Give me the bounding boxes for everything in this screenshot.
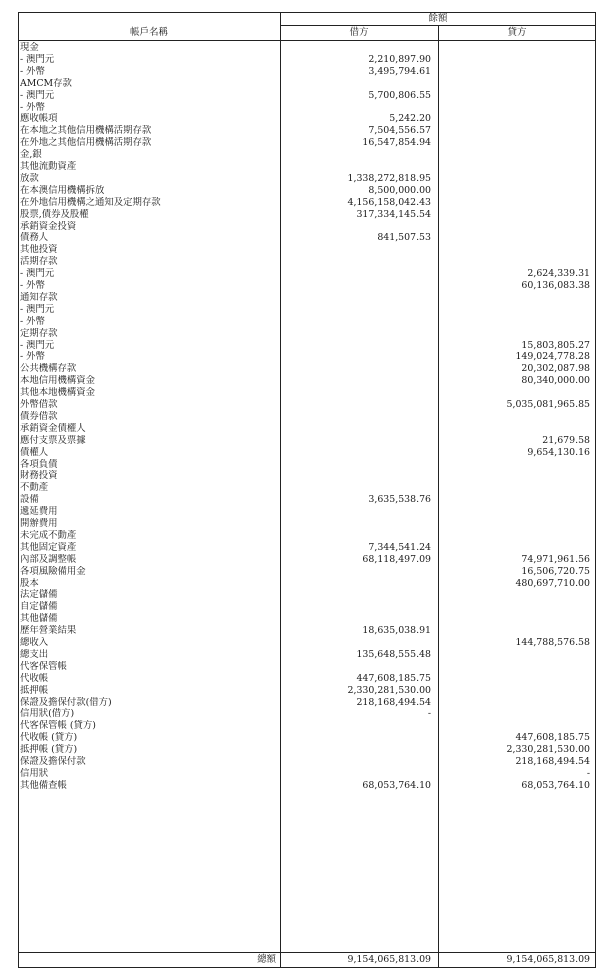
table-row (18, 292, 596, 304)
table-row (18, 149, 596, 161)
account-name-cell: 代收帳 (20, 672, 49, 684)
account-name-cell: 設備 (20, 494, 39, 506)
account-name-cell: - 澳門元 (20, 303, 55, 315)
account-name-cell: 在本澳信用機構拆放 (20, 184, 105, 196)
debit-cell: 1,338,272,818.95 (347, 172, 431, 184)
debit-cell: 2,210,897.90 (368, 53, 431, 65)
account-name-cell: 不動產 (20, 482, 49, 494)
account-name-cell: 活期存款 (20, 256, 58, 268)
account-name-cell: 各項風險備用金 (20, 565, 86, 577)
account-name-cell: 股本 (20, 577, 39, 589)
table-row (18, 256, 596, 268)
account-name-cell: 股票,債券及股權 (20, 208, 89, 220)
account-name-cell: 歷年營業結果 (20, 625, 77, 637)
credit-cell: 74,971,961.56 (521, 553, 590, 565)
table-bottom-border (18, 967, 596, 968)
account-name-cell: - 澳門元 (20, 89, 55, 101)
table-row (18, 173, 596, 185)
debit-cell: 2,330,281,530.00 (347, 684, 431, 696)
account-name-cell: 信用狀 (20, 767, 49, 779)
credit-cell: 60,136,083.38 (521, 280, 590, 291)
account-name-cell: 其他本地機構資金 (20, 387, 96, 399)
debit-cell: 7,344,541.24 (368, 541, 431, 553)
total-top-border (18, 952, 596, 953)
table-row (18, 649, 596, 661)
debit-cell: 218,168,494.54 (356, 696, 431, 708)
table-row (18, 589, 596, 601)
account-name-cell: 財務投資 (20, 470, 58, 482)
table-row (18, 316, 596, 328)
table-row (18, 280, 596, 292)
credit-cell: 5,035,081,965.85 (506, 399, 590, 410)
credit-cell: 2,330,281,530.00 (506, 744, 590, 756)
account-name-cell: 在外地信用機構之通知及定期存款 (20, 196, 161, 208)
account-name-cell: 本地信用機構資金 (20, 375, 96, 387)
account-name-cell: 其他投資 (20, 244, 58, 256)
table-row (18, 90, 596, 102)
credit-cell: 21,679.58 (542, 434, 590, 446)
table-row (18, 435, 596, 447)
table-row (18, 542, 596, 554)
table-row (18, 268, 596, 280)
trial-balance-table (18, 12, 596, 968)
table-row (18, 423, 596, 435)
table-row (18, 351, 596, 363)
credit-cell: 149,024,778.28 (515, 351, 590, 363)
account-name-cell: 自定儲備 (20, 601, 58, 613)
table-row (18, 637, 596, 649)
table-row (18, 732, 596, 744)
credit-header: 貸方 (507, 27, 527, 38)
debit-cell: 18,635,038.91 (362, 625, 431, 637)
credit-cell: 9,654,130.16 (527, 446, 590, 458)
table-row (18, 756, 596, 768)
debit-header: 借方 (349, 27, 369, 38)
table-row (18, 625, 596, 637)
table-row (18, 482, 596, 494)
table-row (18, 232, 596, 244)
table-row (18, 340, 596, 352)
debit-cell: 447,608,185.75 (356, 672, 431, 684)
account-name-cell: 其他備查帳 (20, 779, 67, 791)
table-row (18, 780, 596, 792)
table-row (18, 494, 596, 506)
table-row (18, 708, 596, 720)
account-name-cell: 總支出 (20, 648, 49, 660)
table-row (18, 744, 596, 756)
table-row (18, 411, 596, 423)
table-row (18, 518, 596, 530)
debit-cell: 3,495,794.61 (368, 65, 431, 77)
table-row (18, 54, 596, 66)
account-name-cell: 應收帳項 (20, 113, 58, 125)
table-row (18, 768, 596, 780)
debit-cell: 5,242.20 (389, 113, 431, 125)
account-name-header: 帳戶名稱 (129, 27, 168, 38)
account-name-cell: 金,銀 (20, 149, 42, 161)
credit-cell: 480,697,710.00 (515, 577, 590, 589)
account-name-cell: - 澳門元 (20, 53, 55, 65)
credit-cell: 2,624,339.31 (527, 268, 590, 280)
account-name-cell: - 外幣 (20, 351, 45, 363)
table-row (18, 697, 596, 709)
table-row (18, 613, 596, 625)
account-name-cell: 其他固定資產 (20, 541, 77, 553)
table-row (18, 673, 596, 685)
balance-header: 餘額 (428, 13, 448, 24)
total-credit: 9,154,065,813.09 (506, 954, 590, 965)
table-row (18, 661, 596, 673)
account-name-cell: 在外地之其他信用機構活期存款 (20, 137, 152, 149)
credit-cell: 15,803,805.27 (521, 339, 590, 351)
account-name-cell: 內部及調整帳 (20, 553, 77, 565)
credit-cell: 20,302,087.98 (521, 363, 590, 375)
table-row (18, 375, 596, 387)
account-name-cell: 代客保管帳 (貸方) (20, 720, 96, 732)
account-name-cell: 保證及擔保付款(借方) (20, 696, 112, 708)
account-name-cell: 定期存款 (20, 327, 58, 339)
account-name-cell: 開辦費用 (20, 518, 58, 529)
account-name-cell: 放款 (20, 172, 39, 184)
table-row (18, 554, 596, 566)
account-name-cell: 債務人 (20, 232, 49, 244)
table-row (18, 209, 596, 221)
total-debit: 9,154,065,813.09 (347, 954, 431, 965)
table-row (18, 185, 596, 197)
credit-cell: 218,168,494.54 (515, 756, 590, 767)
account-name-cell: - 外幣 (20, 315, 45, 327)
debit-cell: 7,504,556.57 (368, 125, 431, 137)
debit-cell: 68,118,497.09 (362, 553, 431, 565)
debit-cell: 16,547,854.94 (362, 137, 431, 149)
account-name-cell: 各項負債 (20, 458, 58, 470)
account-name-cell: AMCM存款 (20, 77, 72, 89)
account-name-cell: 其他流動資產 (20, 161, 77, 172)
account-name-cell: 保證及擔保付款 (20, 756, 86, 767)
account-name-cell: 應付支票及票據 (20, 434, 86, 446)
table-row (18, 221, 596, 233)
table-row (18, 530, 596, 542)
table-row (18, 304, 596, 316)
account-name-cell: - 外幣 (20, 101, 45, 113)
account-name-cell: 總收入 (20, 637, 49, 648)
credit-cell: 68,053,764.10 (521, 779, 590, 791)
credit-cell: - (586, 767, 590, 779)
account-name-cell: 其他儲備 (20, 613, 58, 625)
debit-cell: 317,334,145.54 (356, 208, 431, 220)
account-name-cell: 承銷資金投資 (20, 220, 77, 232)
account-name-cell: 債券借款 (20, 410, 58, 422)
table-row (18, 566, 596, 578)
account-name-cell: 通知存款 (20, 291, 58, 303)
table-row (18, 399, 596, 411)
table-row (18, 363, 596, 375)
table-row (18, 197, 596, 209)
account-name-cell: 現金 (20, 42, 39, 53)
table-row (18, 42, 596, 54)
debit-cell: 841,507.53 (377, 232, 431, 244)
account-name-cell: 代客保管帳 (20, 660, 67, 672)
credit-cell: 80,340,000.00 (521, 375, 590, 387)
account-name-cell: 債權人 (20, 446, 49, 458)
table-row (18, 244, 596, 256)
header-bottom-border (18, 40, 596, 41)
table-row (18, 125, 596, 137)
debit-cell: 5,700,806.55 (368, 89, 431, 101)
account-name-cell: - 澳門元 (20, 268, 55, 280)
table-row (18, 720, 596, 732)
table-row (18, 387, 596, 399)
table-row (18, 447, 596, 459)
table-row (18, 328, 596, 340)
debit-cell: 68,053,764.10 (362, 779, 431, 791)
table-row (18, 161, 596, 173)
debit-cell: 4,156,158,042.43 (347, 196, 431, 208)
credit-cell: 144,788,576.58 (515, 637, 590, 648)
table-row (18, 137, 596, 149)
total-label: 總額 (257, 954, 276, 965)
account-name-cell: - 外幣 (20, 280, 45, 291)
debit-cell: 3,635,538.76 (368, 494, 431, 506)
table-row (18, 601, 596, 613)
credit-cell: 447,608,185.75 (515, 732, 590, 744)
account-name-cell: 法定儲備 (20, 589, 58, 601)
debit-cell: - (427, 708, 431, 720)
account-name-cell: 未完成不動產 (20, 529, 77, 541)
account-name-cell: 公共機構存款 (20, 363, 77, 375)
account-name-cell: - 外幣 (20, 65, 45, 77)
debit-cell: 8,500,000.00 (368, 184, 431, 196)
table-row (18, 66, 596, 78)
table-row (18, 685, 596, 697)
account-name-cell: 信用狀(借方) (20, 708, 75, 720)
table-row (18, 470, 596, 482)
account-name-cell: 在本地之其他信用機構活期存款 (20, 125, 152, 137)
table-row (18, 78, 596, 90)
account-name-cell: - 澳門元 (20, 339, 55, 351)
account-name-cell: 代收帳 (貸方) (20, 732, 78, 744)
account-name-cell: 承銷資金債權人 (20, 422, 86, 434)
account-name-cell: 抵押帳 (貸方) (20, 744, 78, 756)
table-row (18, 459, 596, 471)
account-name-cell: 外幣借款 (20, 399, 58, 410)
table-row (18, 578, 596, 590)
table-row (18, 113, 596, 125)
account-name-cell: 遞延費用 (20, 506, 58, 518)
credit-cell: 16,506,720.75 (521, 565, 590, 577)
debit-cell: 135,648,555.48 (356, 648, 431, 660)
table-row (18, 102, 596, 114)
table-row (18, 506, 596, 518)
account-name-cell: 抵押帳 (20, 684, 49, 696)
